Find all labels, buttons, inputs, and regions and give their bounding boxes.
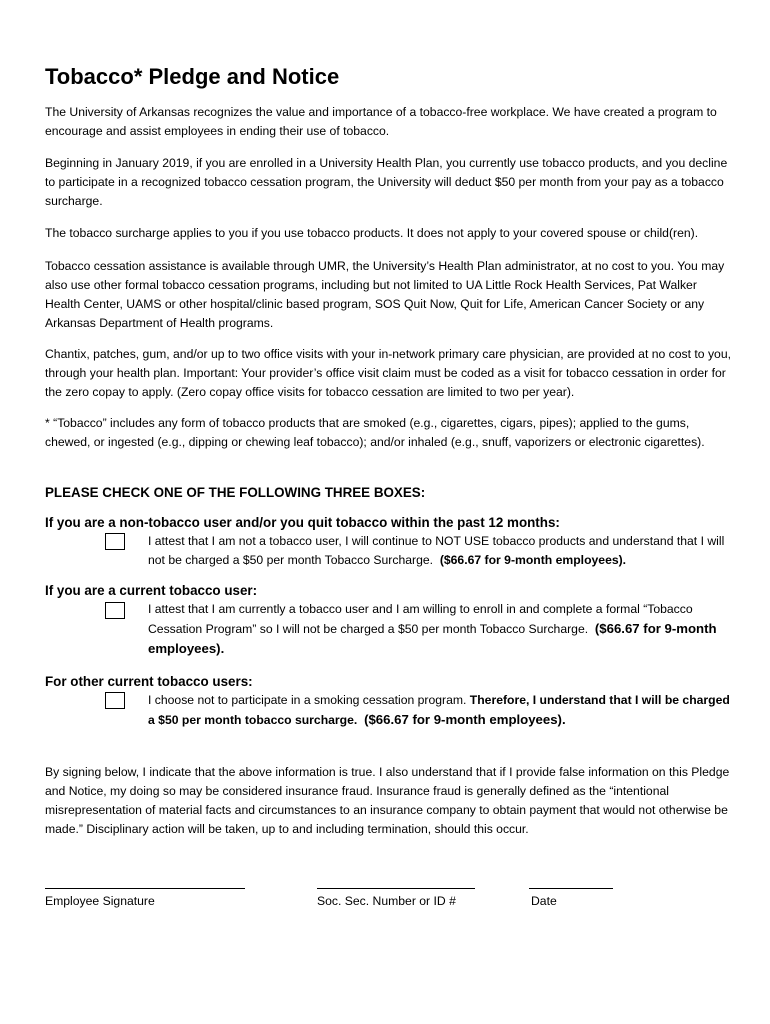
surcharge-paragraph: Beginning in January 2019, if you are enrolled in a University Health Plan, you currently use tobacco products, and you decline to participate in a recognized tobacco cessation program, the University will deduct $50 per month from your pay as a tobacco surcharge. xyxy=(45,156,728,208)
checkbox-other-user[interactable] xyxy=(105,692,125,709)
option-heading-other-user: For other current tobacco users: xyxy=(45,674,253,689)
nine-month-note: ($66.67 for 9-month employees). xyxy=(364,712,566,727)
tobacco-definition-paragraph: * “Tobacco” includes any form of tobacco products that are smoked (e.g., cigarettes, cigars, pipes); applied to the gums, chewed, or ingested (e.g., dipping or chewing leaf tobacco); and/or inhaled (e.g., snuff, vaporizers or electronic cigarettes). xyxy=(45,416,705,449)
option-text-non-user xyxy=(148,532,733,570)
applicability-paragraph: The tobacco surcharge applies to you if you use tobacco products. It does not apply to your covered spouse or child(ren). xyxy=(45,226,699,240)
option-heading-non-user: If you are a non-tobacco user and/or you quit tobacco within the past 12 months: xyxy=(45,515,560,530)
checkbox-non-user[interactable] xyxy=(105,533,125,550)
coverage-paragraph: Chantix, patches, gum, and/or up to two office visits with your in-network primary care physician, are provided at no cost to you, through your health plan. Important: Your provider’s office visit claim must be coded as a visit for tobacco cessation in order for the zero copay to apply. (Zero copay office visits for tobacco cessation are limited to two per year). xyxy=(45,347,731,399)
checkbox-current-user[interactable] xyxy=(105,602,125,619)
attestation-paragraph: By signing below, I indicate that the above information is true. I also understand that if I provide false information on this Pledge and Notice, my doing so may be considered insurance fraud. Insurance fraud is generally defined as the “intentional misrepresentation of material facts and circumstances to an insurance company to obtain payment that would not otherwise be made.” Disciplinary action will be taken, up to and including termination, should this occur. xyxy=(45,765,730,836)
option-text-current-user xyxy=(148,600,733,659)
option-text-other-user xyxy=(148,691,733,730)
employee-signature-label: Employee Signature xyxy=(45,894,155,908)
instruction-heading: PLEASE CHECK ONE OF THE FOLLOWING THREE BOXES: xyxy=(45,485,426,500)
employee-signature-line[interactable] xyxy=(45,888,245,889)
option-statement: I attest that I am currently a tobacco user and I am willing to enroll in and complete a formal “Tobacco Cessation Program” so I will not be charged a $50 per month Tobacco Surcharge. xyxy=(148,602,693,636)
option-statement: I attest that I am not a tobacco user, I will continue to NOT USE tobacco products and understand that I will not be charged a $50 per month Tobacco Surcharge. xyxy=(148,534,725,567)
intro-paragraph: The University of Arkansas recognizes the value and importance of a tobacco-free workplace. We have created a program to encourage and assist employees in ending their use of tobacco. xyxy=(45,105,717,138)
date-line[interactable] xyxy=(529,888,613,889)
option-statement-bold: Therefore, I understand that I will be charged a $50 per month tobacco surcharge. xyxy=(148,693,730,727)
nine-month-note: ($66.67 for 9-month employees). xyxy=(148,621,717,656)
option-statement: I choose not to participate in a smoking cessation program. xyxy=(148,693,467,707)
option-heading-current-user: If you are a current tobacco user: xyxy=(45,583,258,598)
page-title: Tobacco* Pledge and Notice xyxy=(45,64,340,89)
cessation-assistance-paragraph: Tobacco cessation assistance is available through UMR, the University’s Health Plan administrator, at no cost to you. You may also use other formal tobacco cessation programs, including but not limited to UA Little Rock Health Services, Pat Walker Health Center, UAMS or other hospital/clinic based program, SOS Quit Now, Quit for Life, American Cancer Society or any Arkansas Department of Health programs. xyxy=(45,259,725,330)
id-number-label: Soc. Sec. Number or ID # xyxy=(317,894,456,908)
nine-month-note: ($66.67 for 9-month employees). xyxy=(439,553,627,567)
date-label: Date xyxy=(531,894,557,908)
id-number-line[interactable] xyxy=(317,888,475,889)
